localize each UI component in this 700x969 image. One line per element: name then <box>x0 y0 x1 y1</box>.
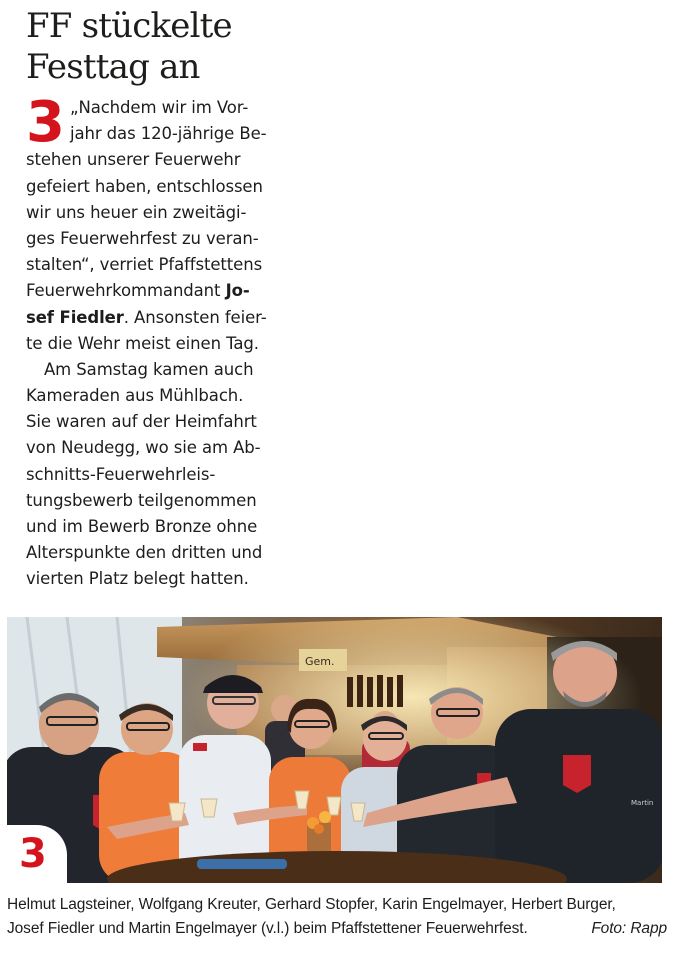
body-line <box>26 278 288 304</box>
headline-line: FF stückelte <box>26 6 232 46</box>
body-line: „Nachdem wir im Vor- <box>70 98 249 117</box>
body-line: te die Wehr meist einen Tag. <box>26 333 259 353</box>
body-text: . Ansonsten feier- <box>123 307 267 327</box>
caption-line: Josef Fiedler und Martin Engelmayer (v.l.) beim Pfaffstettener Feuerwehrfest. <box>7 920 528 937</box>
body-line: schnitts-Feuerwehrleis- <box>26 464 216 484</box>
body-line: gefeiert haben, entschlossen <box>26 176 263 196</box>
sign-text: Gem. <box>305 655 335 668</box>
caption-line: Helmut Lagsteiner, Wolfgang Kreuter, Gerhard Stopfer, Karin Engelmayer, Herbert Burger, <box>7 896 616 913</box>
photo-caption <box>7 893 667 941</box>
photo-illustration <box>7 617 662 883</box>
shirt-text: Martin <box>631 799 654 807</box>
body-line <box>26 305 288 331</box>
body-line: ges Feuerwehrfest zu veran- <box>26 228 259 248</box>
body-line: Sie waren auf der Heimfahrt <box>26 412 257 432</box>
dropcap-number: 3 <box>26 90 65 155</box>
body-line: von Neudegg, wo sie am Ab- <box>26 438 261 458</box>
person-name-bold: sef Fiedler <box>26 307 124 327</box>
body-line: und im Bewerb Bronze ohne <box>26 517 258 536</box>
body-line: vierten Platz belegt hatten. <box>26 569 249 589</box>
article-photo <box>7 617 662 883</box>
body-line: wir uns heuer ein zweitägi- <box>26 202 247 222</box>
body-line: tungsbewerb teilgenommen <box>26 490 257 510</box>
body-line: Alterspunkte den dritten und <box>26 543 263 563</box>
person-name-bold: Jo- <box>225 281 250 301</box>
photo-number: 3 <box>19 831 47 877</box>
photo-credit: Foto: Rapp <box>591 920 667 937</box>
photo-number-badge <box>7 825 67 883</box>
body-line: Am Samstag kamen auch <box>44 359 254 379</box>
article-headline <box>26 6 326 88</box>
body-text: Feuerwehrkommandant <box>26 281 226 301</box>
body-line: stalten“, verriet Pfaffstettens <box>26 255 263 275</box>
body-line: stehen unserer Feuerwehr <box>26 150 241 170</box>
article-body <box>26 90 288 593</box>
headline-line: Festtag an <box>26 47 200 87</box>
body-line: Kameraden aus Mühlbach. <box>26 386 244 406</box>
body-line: jahr das 120-jährige Be- <box>70 124 267 144</box>
